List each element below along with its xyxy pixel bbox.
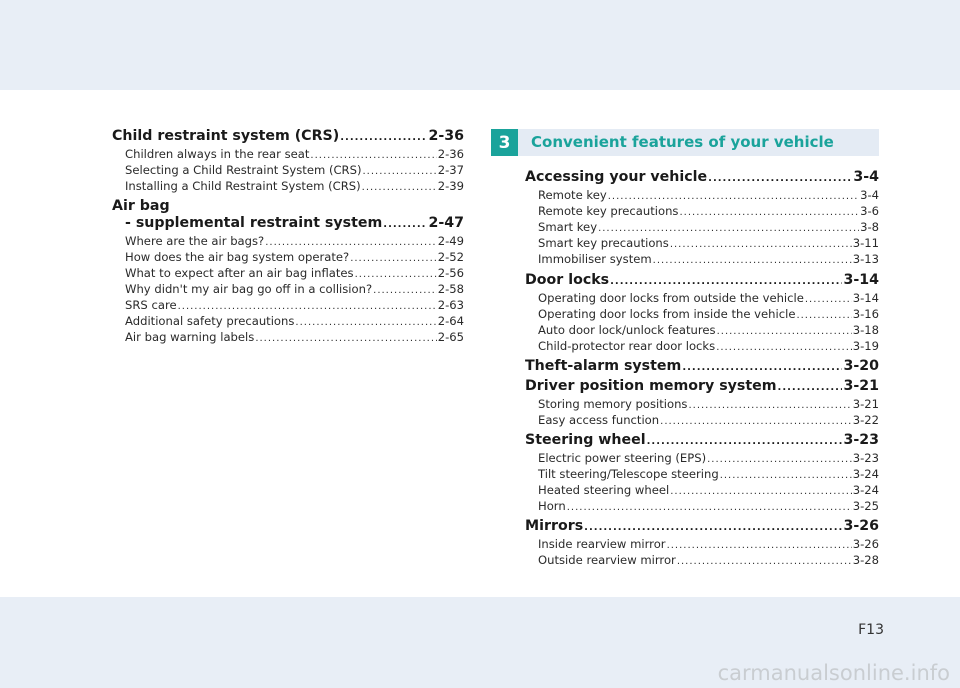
toc-section[interactable] bbox=[112, 128, 464, 144]
toc-item[interactable] bbox=[125, 147, 464, 161]
toc-item[interactable] bbox=[538, 467, 879, 481]
chapter-title: Convenient features of your vehicle bbox=[531, 133, 834, 151]
toc-leader bbox=[608, 191, 859, 202]
toc-section-page: 3-20 bbox=[843, 358, 879, 374]
toc-item[interactable] bbox=[125, 298, 464, 312]
toc-leader bbox=[383, 219, 427, 230]
toc-item-page: 3-25 bbox=[852, 499, 879, 513]
toc-item-title: Horn bbox=[538, 499, 566, 513]
toc-item[interactable] bbox=[538, 220, 879, 234]
toc-item[interactable] bbox=[125, 282, 464, 296]
toc-item[interactable] bbox=[538, 252, 879, 266]
toc-leader bbox=[660, 416, 852, 427]
toc-item-title: SRS care bbox=[125, 298, 177, 312]
toc-section-title: Accessing your vehicle bbox=[525, 169, 708, 185]
toc-item[interactable] bbox=[538, 307, 879, 321]
toc-section[interactable] bbox=[525, 518, 879, 534]
toc-section-page: 3-26 bbox=[843, 518, 879, 534]
toc-item-title: Why didn't my air bag go off in a collision? bbox=[125, 282, 373, 296]
toc-item-page: 3-18 bbox=[852, 323, 879, 337]
toc-leader bbox=[363, 166, 437, 177]
toc-item-page: 2-52 bbox=[437, 250, 464, 264]
toc-item-title: Additional safety precautions bbox=[125, 314, 295, 328]
toc-item[interactable] bbox=[125, 163, 464, 177]
toc-section[interactable] bbox=[525, 378, 879, 394]
toc-item[interactable] bbox=[125, 234, 464, 248]
toc-item-page: 3-11 bbox=[852, 236, 879, 250]
toc-item-page: 2-64 bbox=[437, 314, 464, 328]
toc-item-title: Child-protector rear door locks bbox=[538, 339, 716, 353]
toc-leader bbox=[778, 382, 843, 393]
toc-item-title: Remote key bbox=[538, 188, 607, 202]
toc-item-page: 3-26 bbox=[852, 537, 879, 551]
toc-leader bbox=[355, 269, 437, 280]
toc-section-page: 3-21 bbox=[843, 378, 879, 394]
toc-leader bbox=[340, 132, 427, 143]
watermark-text: carmanualsonline.info bbox=[717, 661, 950, 685]
toc-item[interactable] bbox=[538, 397, 879, 411]
toc-item-page: 2-63 bbox=[437, 298, 464, 312]
toc-section[interactable] bbox=[125, 215, 464, 231]
toc-item[interactable] bbox=[538, 291, 879, 305]
toc-item[interactable] bbox=[125, 314, 464, 328]
toc-section-title: Theft-alarm system bbox=[525, 358, 682, 374]
toc-section-title-line[interactable]: Air bag bbox=[112, 198, 170, 214]
toc-leader bbox=[682, 362, 842, 373]
toc-section[interactable] bbox=[525, 358, 879, 374]
toc-item-page: 2-39 bbox=[437, 179, 464, 193]
toc-section-title: Driver position memory system bbox=[525, 378, 777, 394]
toc-leader bbox=[362, 182, 437, 193]
toc-item-page: 2-36 bbox=[437, 147, 464, 161]
toc-section-page: 3-14 bbox=[843, 272, 879, 288]
toc-leader bbox=[610, 276, 842, 287]
toc-section[interactable] bbox=[525, 272, 879, 288]
toc-item-page: 3-6 bbox=[860, 204, 879, 218]
toc-item-page: 2-37 bbox=[437, 163, 464, 177]
toc-item-page: 2-49 bbox=[437, 234, 464, 248]
toc-leader bbox=[670, 486, 851, 497]
toc-item-page: 2-58 bbox=[437, 282, 464, 296]
toc-item-title: Easy access function bbox=[538, 413, 660, 427]
toc-item-page: 3-13 bbox=[852, 252, 879, 266]
toc-item-title: Smart key precautions bbox=[538, 236, 669, 250]
toc-leader bbox=[295, 317, 436, 328]
toc-leader bbox=[796, 310, 851, 321]
toc-item-page: 3-23 bbox=[852, 451, 879, 465]
toc-item-page: 3-16 bbox=[852, 307, 879, 321]
toc-leader bbox=[265, 237, 436, 248]
toc-item-page: 3-28 bbox=[852, 553, 879, 567]
toc-section-title: Door locks bbox=[525, 272, 610, 288]
toc-leader bbox=[708, 173, 852, 184]
header-band bbox=[0, 0, 960, 90]
toc-section[interactable] bbox=[525, 432, 879, 448]
toc-item-page: 3-24 bbox=[852, 467, 879, 481]
toc-section-page: 2-47 bbox=[428, 215, 464, 231]
toc-leader bbox=[679, 207, 859, 218]
toc-item-page: 3-8 bbox=[860, 220, 879, 234]
toc-leader bbox=[255, 333, 436, 344]
toc-item-title: What to expect after an air bag inflates bbox=[125, 266, 354, 280]
toc-leader bbox=[373, 285, 437, 296]
toc-leader bbox=[707, 454, 852, 465]
toc-item-title: Installing a Child Restraint System (CRS) bbox=[125, 179, 361, 193]
toc-item-title: Selecting a Child Restraint System (CRS) bbox=[125, 163, 362, 177]
toc-leader bbox=[717, 326, 852, 337]
chapter-number-badge: 3 bbox=[491, 129, 518, 156]
toc-item-title: Storing memory positions bbox=[538, 397, 688, 411]
toc-item-title: Immobiliser system bbox=[538, 252, 652, 266]
toc-leader bbox=[670, 239, 852, 250]
toc-leader bbox=[598, 223, 859, 234]
toc-leader bbox=[584, 522, 842, 533]
toc-leader bbox=[567, 502, 852, 513]
toc-item-title: Where are the air bags? bbox=[125, 234, 265, 248]
toc-item-title: Inside rearview mirror bbox=[538, 537, 666, 551]
toc-item[interactable] bbox=[538, 204, 879, 218]
toc-item[interactable] bbox=[538, 483, 879, 497]
toc-item[interactable] bbox=[125, 266, 464, 280]
toc-item[interactable] bbox=[538, 499, 879, 513]
toc-item-title: Operating door locks from inside the vehicle bbox=[538, 307, 796, 321]
toc-item[interactable] bbox=[538, 451, 879, 465]
toc-item[interactable] bbox=[538, 323, 879, 337]
toc-section-title: Child restraint system (CRS) bbox=[112, 128, 340, 144]
toc-leader bbox=[720, 470, 852, 481]
toc-section-title: Mirrors bbox=[525, 518, 584, 534]
toc-item[interactable] bbox=[538, 188, 879, 202]
toc-leader bbox=[677, 556, 852, 567]
toc-item[interactable] bbox=[538, 339, 879, 353]
toc-leader bbox=[805, 294, 852, 305]
toc-item-page: 2-65 bbox=[437, 330, 464, 344]
toc-leader bbox=[350, 253, 437, 264]
toc-item[interactable] bbox=[538, 537, 879, 551]
toc-item-title: Remote key precautions bbox=[538, 204, 679, 218]
toc-item-title: Auto door lock/unlock features bbox=[538, 323, 716, 337]
toc-section[interactable] bbox=[525, 169, 879, 185]
toc-leader bbox=[310, 150, 436, 161]
toc-item-title: Tilt steering/Telescope steering bbox=[538, 467, 719, 481]
toc-item[interactable] bbox=[125, 179, 464, 193]
toc-leader bbox=[688, 400, 851, 411]
toc-section-page: 3-4 bbox=[853, 169, 879, 185]
toc-leader bbox=[647, 436, 843, 447]
toc-item-title: Heated steering wheel bbox=[538, 483, 670, 497]
toc-section-title: Steering wheel bbox=[525, 432, 646, 448]
toc-item[interactable] bbox=[538, 236, 879, 250]
toc-leader bbox=[653, 255, 852, 266]
chapter-title-bar bbox=[518, 129, 879, 156]
toc-leader bbox=[178, 301, 437, 312]
toc-item[interactable] bbox=[538, 413, 879, 427]
toc-item-page: 3-4 bbox=[860, 188, 879, 202]
toc-leader bbox=[667, 540, 852, 551]
toc-item-title: Outside rearview mirror bbox=[538, 553, 676, 567]
toc-leader bbox=[716, 342, 852, 353]
toc-item-title: Children always in the rear seat bbox=[125, 147, 310, 161]
toc-item-title: Air bag warning labels bbox=[125, 330, 255, 344]
toc-item-title: How does the air bag system operate? bbox=[125, 250, 350, 264]
toc-item-page: 3-22 bbox=[852, 413, 879, 427]
page-number: F13 bbox=[858, 622, 884, 638]
toc-item-title: Smart key bbox=[538, 220, 598, 234]
toc-item[interactable] bbox=[538, 553, 879, 567]
toc-item-title: Operating door locks from outside the vehicle bbox=[538, 291, 804, 305]
toc-item-page: 3-24 bbox=[852, 483, 879, 497]
toc-item-page: 2-56 bbox=[437, 266, 464, 280]
toc-section-page: 2-36 bbox=[428, 128, 464, 144]
toc-item-page: 3-14 bbox=[852, 291, 879, 305]
toc-item-title: Electric power steering (EPS) bbox=[538, 451, 707, 465]
toc-section-page: 3-23 bbox=[843, 432, 879, 448]
toc-section-title: - supplemental restraint system bbox=[125, 215, 383, 231]
toc-item[interactable] bbox=[125, 330, 464, 344]
toc-item[interactable] bbox=[125, 250, 464, 264]
toc-item-page: 3-19 bbox=[852, 339, 879, 353]
toc-item-page: 3-21 bbox=[852, 397, 879, 411]
